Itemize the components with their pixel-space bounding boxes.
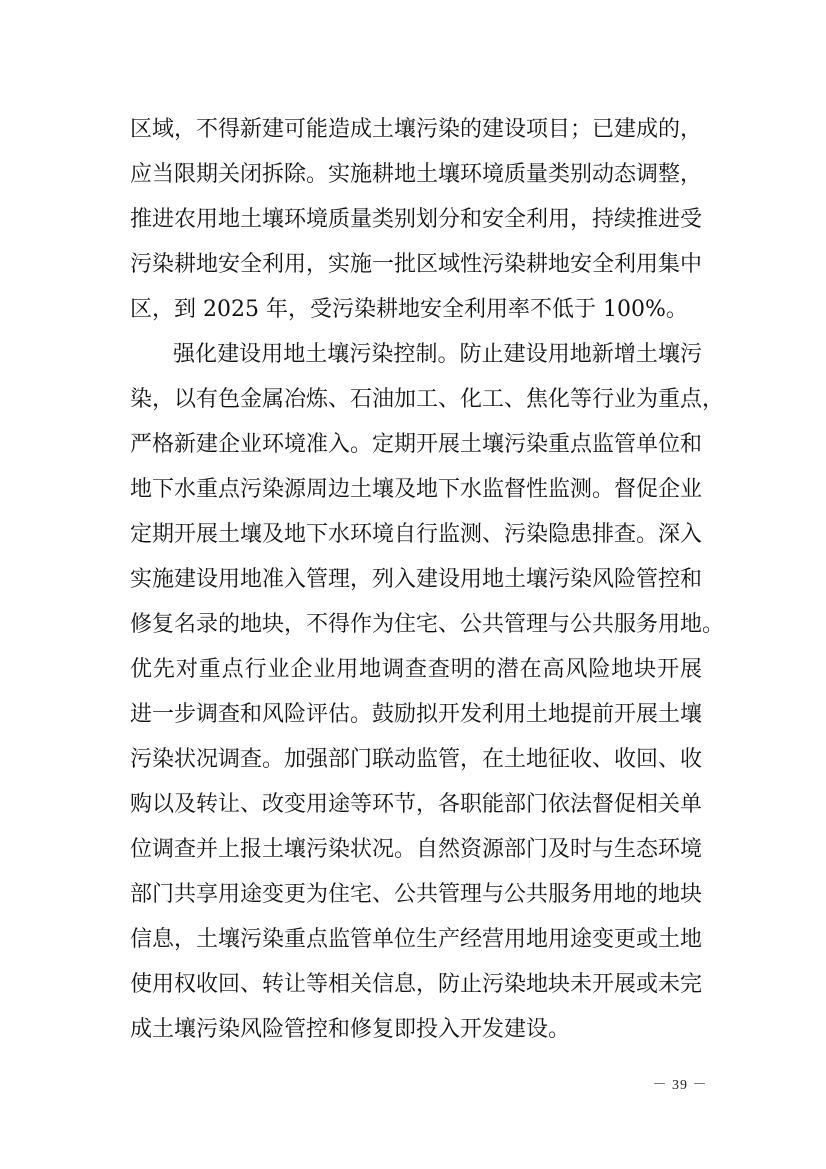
paragraph-1-line-5: 区，到 2025 年，受污染耕地安全利用率不低于 100%。	[130, 297, 688, 322]
paragraph-2-line-7: 修复名录的地块，不得作为住宅、公共管理与公共服务用地。	[130, 612, 725, 637]
paragraph-2-line-12: 位调查并上报土壤污染状况。自然资源部门及时与生态环境	[130, 837, 703, 862]
paragraph-2-line-16: 成土壤污染风险管控和修复即投入开发建设。	[130, 1017, 571, 1042]
paragraph-2-line-11: 购以及转让、改变用途等环节，各职能部门依法督促相关单	[130, 792, 703, 817]
paragraph-2-line-5: 定期开展土壤及地下水环境自行监测、污染隐患排查。深入	[130, 522, 703, 547]
paragraph-2-line-2: 染，以有色金属冶炼、石油加工、化工、焦化等行业为重点，	[130, 387, 725, 412]
paragraph-1-line-3: 推进农用地土壤环境质量类别划分和安全利用，持续推进受	[130, 207, 703, 232]
paragraph-2-line-4: 地下水重点污染源周边土壤及地下水监督性监测。督促企业	[130, 477, 703, 502]
paragraph-2-line-14: 信息，土壤污染重点监管单位生产经营用地用途变更或土地	[130, 927, 703, 952]
paragraph-2-line-10: 污染状况调查。加强部门联动监管，在土地征收、收回、收	[130, 747, 703, 772]
paragraph-1-line-1: 区域，不得新建可能造成土壤污染的建设项目；已建成的，	[130, 117, 703, 142]
paragraph-2-line-9: 进一步调查和风险评估。鼓励拟开发利用土地提前开展土壤	[130, 702, 703, 727]
paragraph-2-line-3: 严格新建企业环境准入。定期开展土壤污染重点监管单位和	[130, 432, 703, 457]
paragraph-2-line-6: 实施建设用地准入管理，列入建设用地土壤污染风险管控和	[130, 567, 703, 592]
paragraph-2-line-15: 使用权收回、转让等相关信息，防止污染地块未开展或未完	[130, 972, 703, 997]
paragraph-2-line-13: 部门共享用途变更为住宅、公共管理与公共服务用地的地块	[130, 882, 703, 907]
paragraph-2-line-8: 优先对重点行业企业用地调查查明的潜在高风险地块开展	[130, 657, 702, 682]
paragraph-2-line-1: 强化建设用地土壤污染控制。防止建设用地新增土壤污	[173, 342, 702, 367]
paragraph-1-line-4: 污染耕地安全利用，实施一批区域性污染耕地安全利用集中	[130, 252, 703, 277]
page-number: － 39 －	[652, 1078, 708, 1093]
paragraph-1-line-2: 应当限期关闭拆除。实施耕地土壤环境质量类别动态调整，	[130, 162, 703, 187]
